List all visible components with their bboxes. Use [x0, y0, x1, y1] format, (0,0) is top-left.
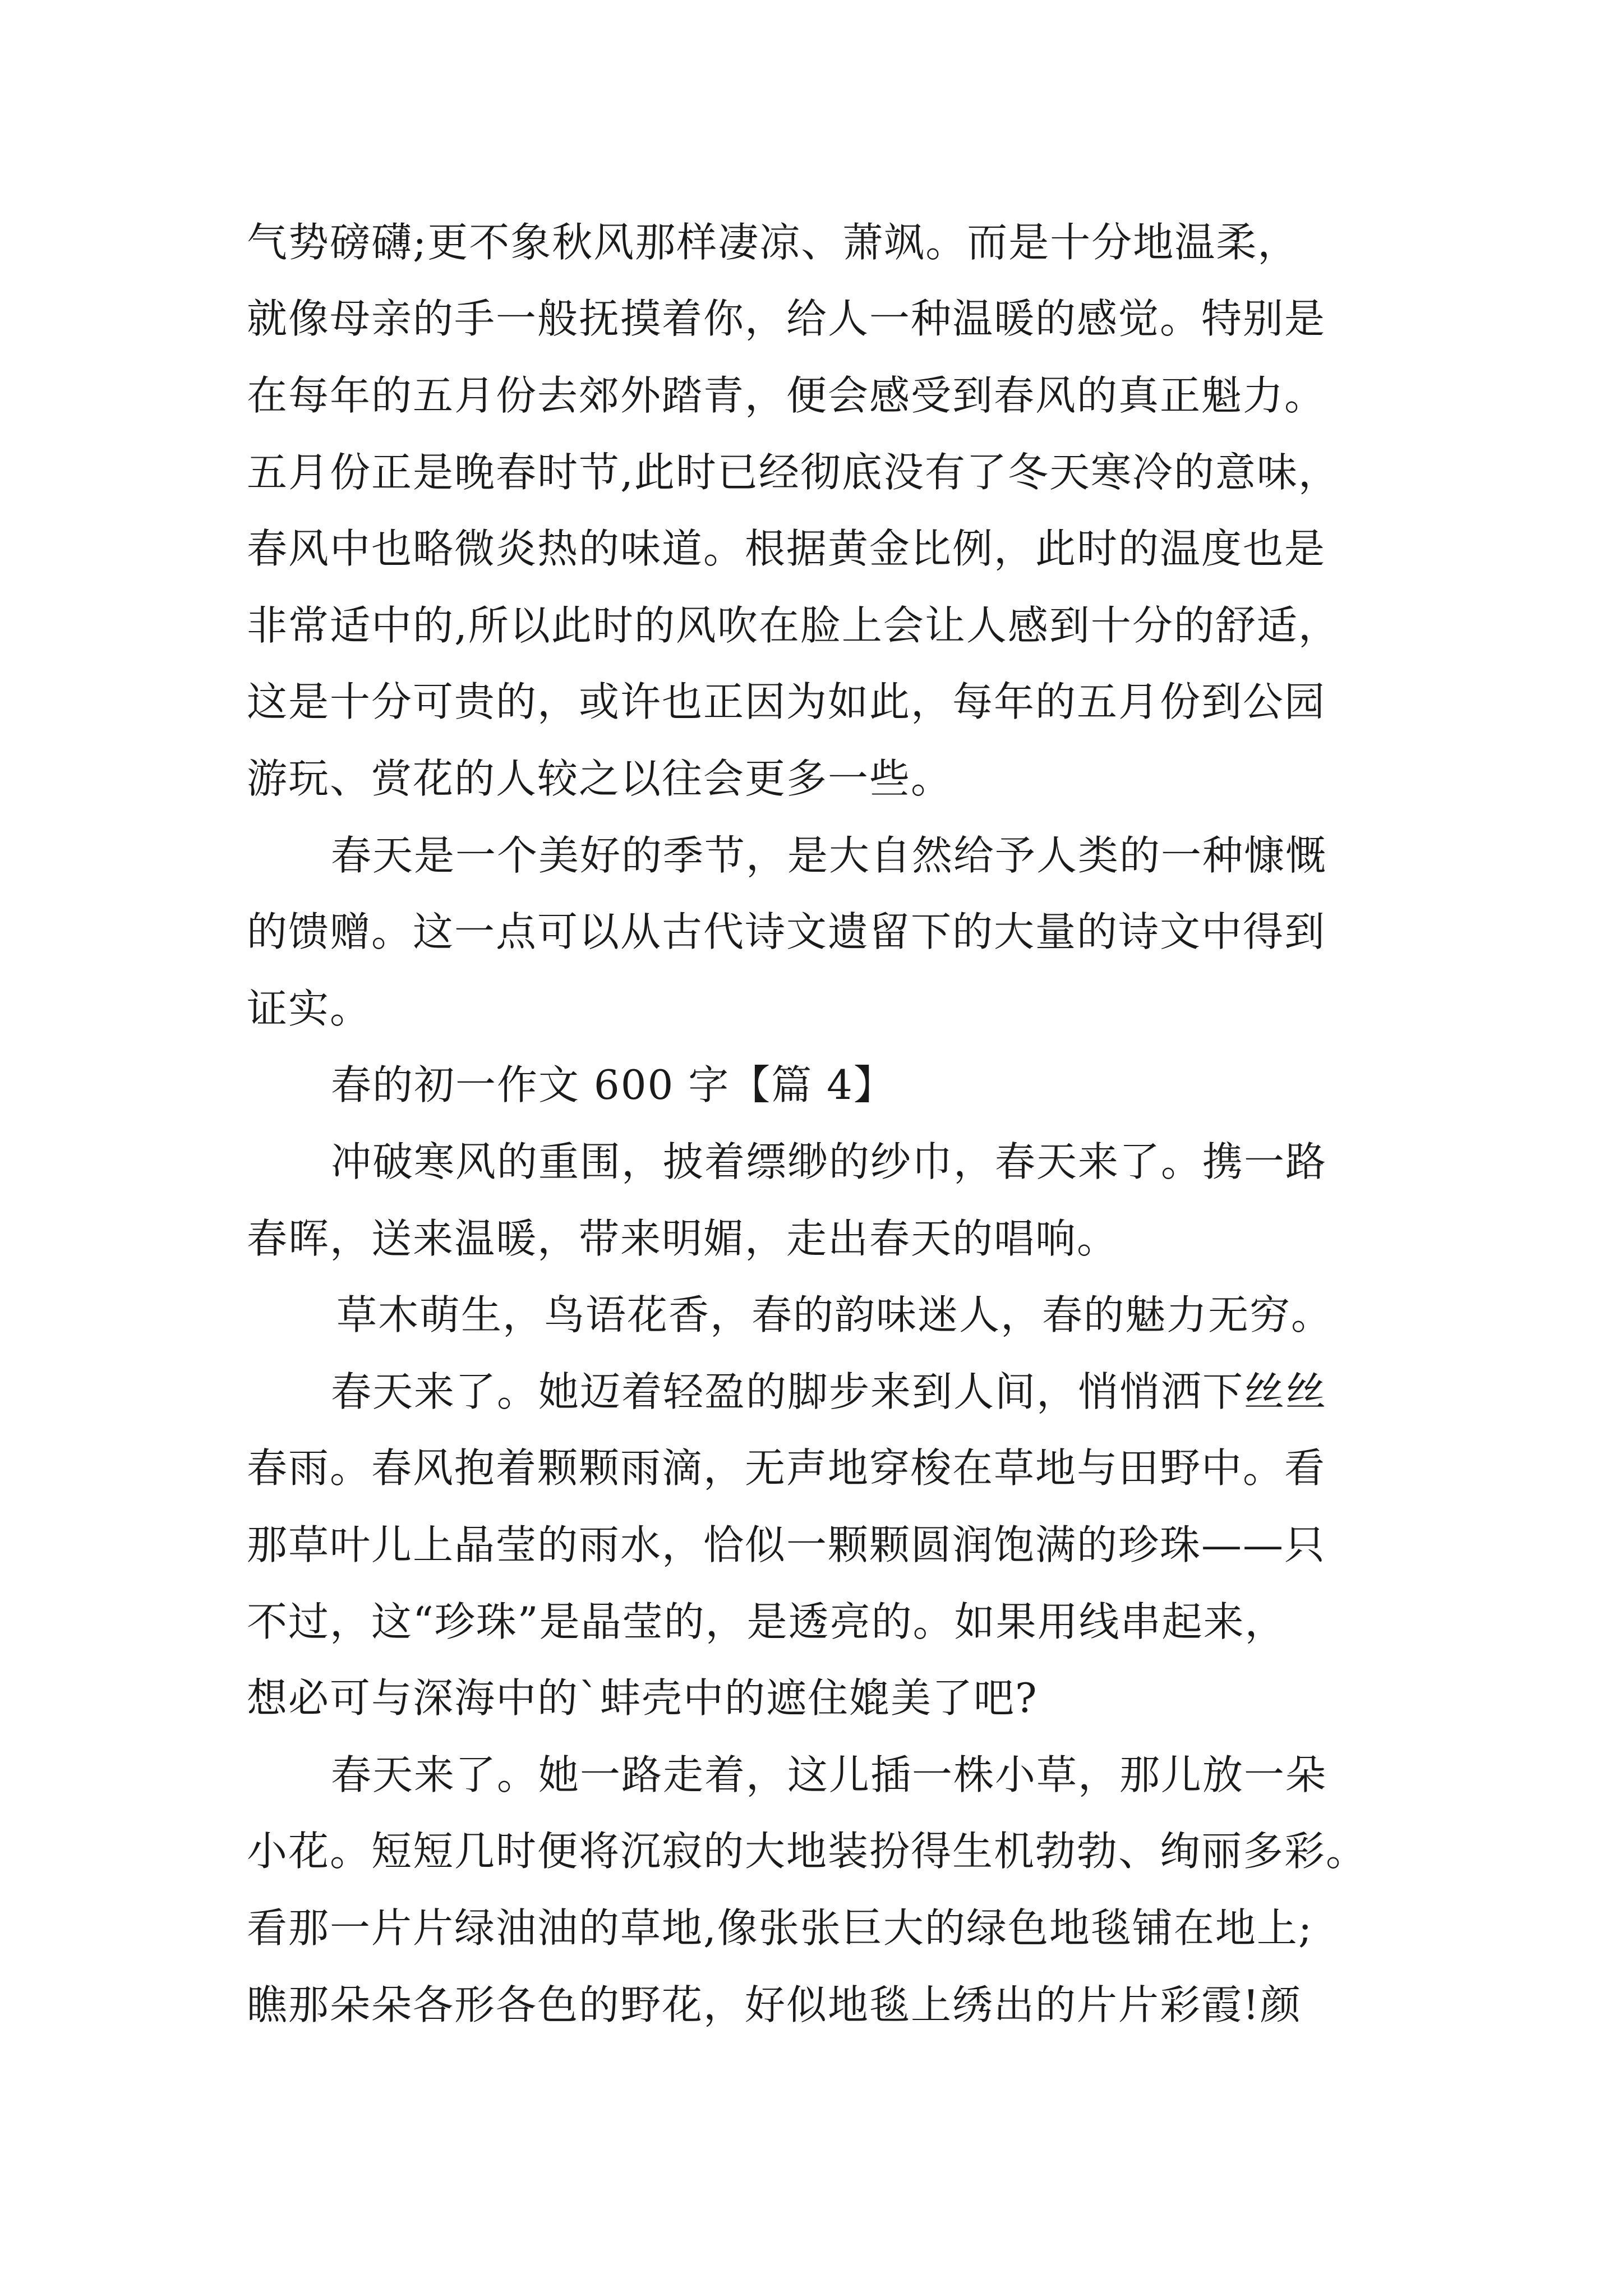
text-line-8: 游玩、赏花的人较之以往会更多一些。 [247, 755, 953, 802]
text-line-5: 春风中也略微炎热的味道。根据黄金比例，此时的温度也是 [247, 525, 1326, 572]
paragraph-start-line: 冲破寒风的重围，披着缥缈的纱巾，春天来了。携一路 [331, 1138, 1327, 1185]
text-line-10: 的馈赠。这一点可以从古代诗文遗留下的大量的诗文中得到 [247, 908, 1326, 955]
text-line-7: 这是十分可贵的，或许也正因为如此，每年的五月份到公园 [247, 678, 1326, 725]
text-line-4: 五月份正是晚春时节,此时已经彻底没有了冬天寒冷的意味， [247, 449, 1340, 496]
text-line-1: 气势磅礴;更不象秋风那样凄凉、萧飒。而是十分地温柔， [247, 219, 1299, 266]
text-line-11: 证实。 [247, 985, 372, 1032]
paragraph-start-line: 草木萌生，鸟语花香，春的韵味迷人，春的魅力无穷。 [336, 1291, 1333, 1338]
text-line-14: 春晖，送来温暖，带来明媚，走出春天的唱响。 [247, 1215, 1119, 1262]
text-line-20: 想必可与深海中的`蚌壳中的遮住媲美了吧? [247, 1674, 1038, 1722]
text-line-22: 小花。短短几时便将沉寂的大地装扮得生机勃勃、绚丽多彩。 [247, 1828, 1368, 1875]
section-heading: 春的初一作文 600 字【篇 4】 [331, 1061, 895, 1108]
text-line-17: 春雨。春风抱着颗颗雨滴，无声地穿梭在草地与田野中。看 [247, 1444, 1326, 1492]
paragraph-start-line: 春天来了。她迈着轻盈的脚步来到人间，悄悄洒下丝丝 [331, 1368, 1327, 1415]
text-line-23: 看那一片片绿油油的草地,像张张巨大的绿色地毯铺在地上; [247, 1904, 1313, 1952]
paragraph-start-line: 春天是一个美好的季节，是大自然给予人类的一种慷慨 [331, 832, 1327, 879]
paragraph-start-line: 春天来了。她一路走着，这儿插一株小草，那儿放一朵 [331, 1751, 1327, 1798]
text-line-24: 瞧那朵朵各形各色的野花，好似地毯上绣出的片片彩霞!颜 [247, 1981, 1302, 2028]
text-line-18: 那草叶儿上晶莹的雨水，恰似一颗颗圆润饱满的珍珠——只 [247, 1521, 1326, 1568]
text-line-3: 在每年的五月份去郊外踏青，便会感受到春风的真正魁力。 [247, 372, 1326, 419]
text-line-2: 就像母亲的手一般抚摸着你，给人一种温暖的感觉。特别是 [247, 295, 1326, 342]
text-line-6: 非常适中的,所以此时的风吹在脸上会让人感到十分的舒适， [247, 602, 1340, 649]
text-line-19: 不过，这“珍珠”是晶莹的，是透亮的。如果用线串起来， [247, 1598, 1287, 1645]
